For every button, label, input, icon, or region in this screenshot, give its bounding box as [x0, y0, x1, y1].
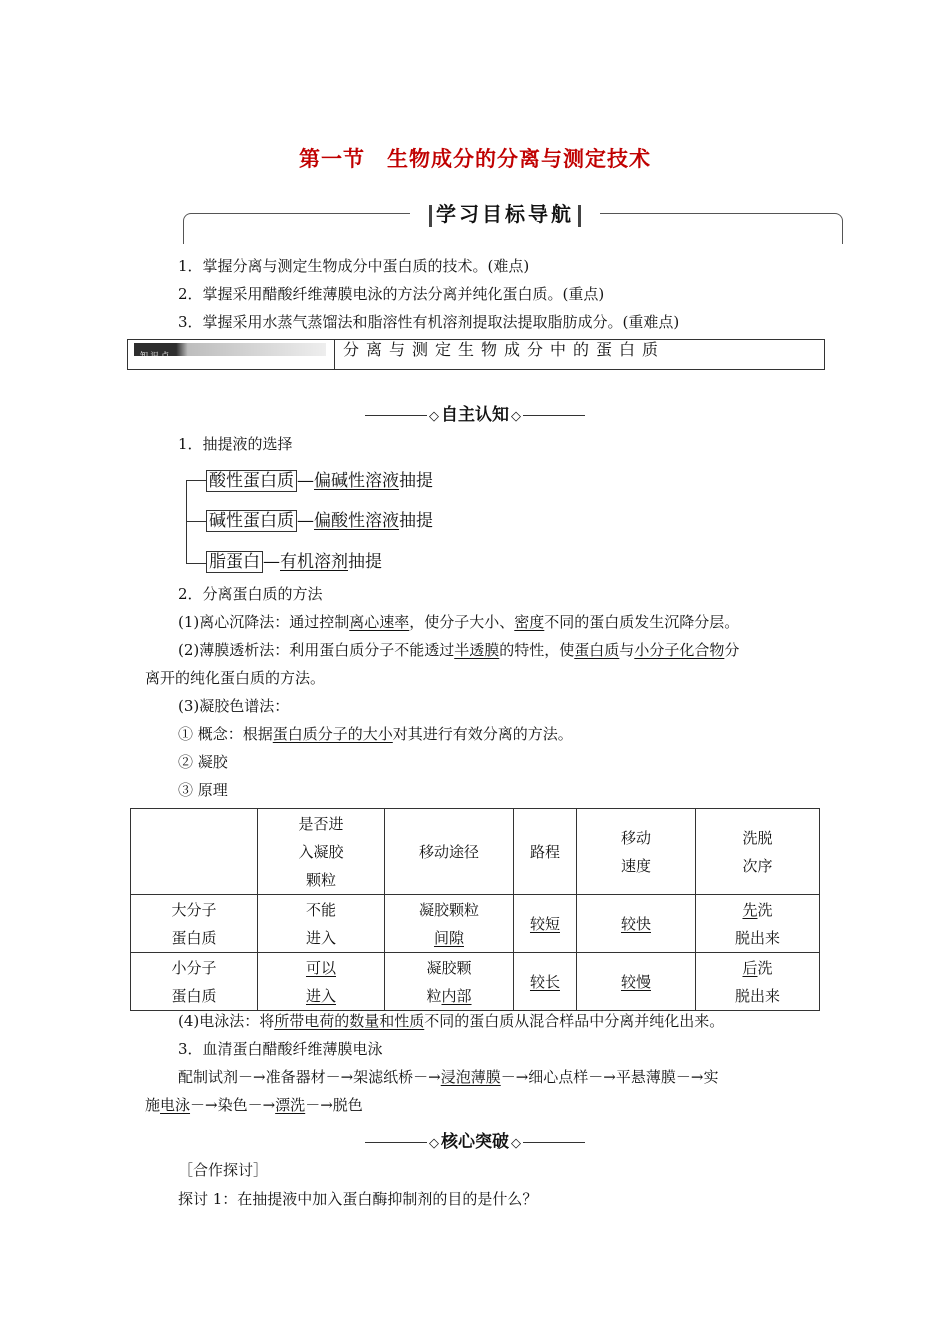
table-cell: 小分子 蛋白质	[131, 953, 258, 1011]
table-cell: 较短	[514, 895, 577, 953]
gel-principle: ③ 原理	[178, 781, 228, 799]
extract-row-basic: 碱性蛋白质 —偏酸性溶液抽提	[206, 509, 433, 533]
method-centrifuge: (1)离心沉降法：通过控制离心速率，使分子大小、密度不同的蛋白质发生沉降分层。	[178, 613, 740, 631]
table-cell: 较慢	[577, 953, 696, 1011]
table-cell: 可以 进入	[258, 953, 385, 1011]
table-cell: 先洗 脱出来	[696, 895, 820, 953]
table-header-cell: 洗脱 次序	[696, 809, 820, 895]
knowledge-point-tag: 知 识 点	[134, 343, 326, 356]
cooperative-discussion-label: ［合作探讨］	[178, 1161, 269, 1179]
section-heading-self-study: ◇ 自主认知 ◇	[0, 400, 950, 425]
table-header-cell: 路程	[514, 809, 577, 895]
table-row	[131, 953, 820, 1011]
table-cell: 凝胶颗粒 间隙	[385, 895, 514, 953]
gel-principle-table	[130, 808, 820, 1011]
table-header-cell: 是否进 入凝胶 颗粒	[258, 809, 385, 895]
section-heading-core: ◇ 核心突破 ◇	[0, 1127, 950, 1152]
learning-goals-banner: 学习目标导航	[410, 199, 600, 229]
electrophoresis-steps-cont: 施电泳－→染色－→漂洗－→脱色	[145, 1096, 363, 1114]
bracket-line	[186, 480, 207, 564]
method-gel-title: (3)凝胶色谱法：	[178, 697, 290, 715]
table-cell: 大分子 蛋白质	[131, 895, 258, 953]
table-header-row	[131, 809, 820, 895]
knowledge-point-text: 分离与测定生物成分中的蛋白质	[343, 340, 666, 359]
objective-2: 2．掌握采用醋酸纤维薄膜电泳的方法分离并纯化蛋白质。(重点)	[178, 285, 605, 303]
electrophoresis-steps: 配制试剂－→准备器材－→架滤纸桥－→浸泡薄膜－→细心点样－→平悬薄膜－→实	[178, 1068, 719, 1086]
table-cell: 凝胶颗 粒内部	[385, 953, 514, 1011]
item2-title: 2．分离蛋白质的方法	[178, 585, 323, 603]
bracket-middle	[186, 521, 206, 522]
table-header-cell: 移动途径	[385, 809, 514, 895]
objective-3: 3．掌握采用水蒸气蒸馏法和脂溶性有机溶剂提取法提取脂肪成分。(重难点)	[178, 313, 680, 331]
table-header-cell: 移动 速度	[577, 809, 696, 895]
table-cell: 后洗 脱出来	[696, 953, 820, 1011]
gel-concept: ① 概念：根据蛋白质分子的大小对其进行有效分离的方法。	[178, 725, 573, 743]
gel-gel: ② 凝胶	[178, 753, 228, 771]
method-electrophoresis: (4)电泳法：将所带电荷的数量和性质不同的蛋白质从混合样品中分离并纯化出来。	[178, 1012, 725, 1030]
extract-row-lipoprotein: 脂蛋白 —有机溶剂抽提	[206, 550, 382, 574]
table-cell: 较长	[514, 953, 577, 1011]
item3-title: 3．血清蛋白醋酸纤维薄膜电泳	[178, 1040, 383, 1058]
discussion-question-1: 探讨 1：在抽提液中加入蛋白酶抑制剂的目的是什么？	[178, 1190, 538, 1208]
method-dialysis: (2)薄膜透析法：利用蛋白质分子不能透过半透膜的特性，使蛋白质与小分子化合物分	[178, 641, 740, 659]
table-row	[131, 895, 820, 953]
table-cell: 较快	[577, 895, 696, 953]
table-header-cell	[131, 809, 258, 895]
knowledge-point-divider	[334, 339, 335, 370]
objective-1: 1．掌握分离与测定生物成分中蛋白质的技术。(难点)	[178, 257, 530, 275]
item1-title: 1．抽提液的选择	[178, 435, 293, 453]
extract-row-acidic: 酸性蛋白质 —偏碱性溶液抽提	[206, 469, 433, 493]
table-cell: 不能 进入	[258, 895, 385, 953]
method-dialysis-cont: 离开的纯化蛋白质的方法。	[145, 669, 326, 687]
page-title: 第一节 生物成分的分离与测定技术	[299, 147, 651, 171]
